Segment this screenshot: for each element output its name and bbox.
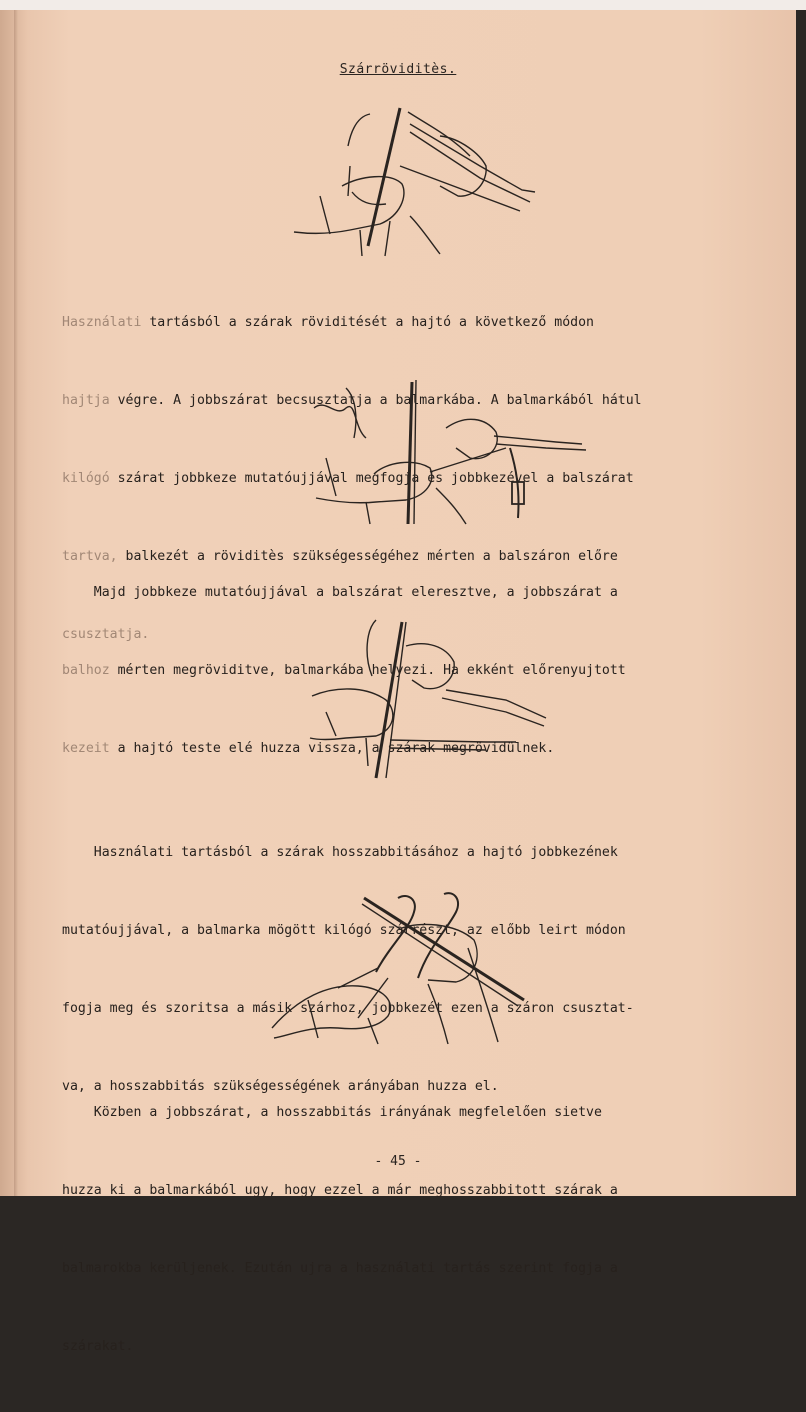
faded-text: balhoz bbox=[62, 663, 110, 678]
document-page bbox=[0, 10, 796, 1354]
scan-top-edge bbox=[0, 0, 806, 10]
faded-text: kezeit bbox=[62, 741, 110, 756]
line-text: va, a hosszabbitás szükségességének arányában huzza el. bbox=[62, 1079, 499, 1094]
faded-text: Használati bbox=[62, 315, 142, 330]
illustration-hands-reins-1 bbox=[290, 106, 545, 258]
text-line bbox=[62, 1100, 732, 1126]
page-number: - 45 - bbox=[374, 1154, 422, 1169]
text-line bbox=[62, 310, 732, 336]
line-text: huzza ki a balmarkából ugy, hogy ezzel a már meghosszabbitott szárak a bbox=[62, 1183, 618, 1198]
page-fold-shadow bbox=[14, 10, 18, 1196]
text-line bbox=[62, 840, 732, 866]
line-text: balmarokba kerüljenek. Ezután ujra a használati tartás szerint fogja a bbox=[62, 1261, 618, 1276]
line-text: Majd jobbkeze mutatóujjával a balszárat eleresztve, a jobbszárat a bbox=[62, 585, 618, 600]
text-line bbox=[62, 1256, 732, 1282]
faded-text: tartva, bbox=[62, 549, 118, 564]
faded-text: hajtja bbox=[62, 393, 110, 408]
line-text: mutatóujjával, a balmarka mögött kilógó szárrészt, az előbb leirt módon bbox=[62, 923, 626, 938]
faded-text: csusztatja. bbox=[62, 627, 150, 642]
paragraph-4 bbox=[62, 1048, 732, 1412]
line-text: tartásból a szárak röviditését a hajtó a következő módon bbox=[141, 315, 594, 330]
line-text: mérten megröviditve, balmarkába helyezi. Ha ekként előrenyujtott bbox=[109, 663, 626, 678]
line-text: szárat jobbkeze mutatóujjával megfogja és jobbkezével a balszárat bbox=[109, 471, 634, 486]
faded-text: kilógó bbox=[62, 471, 110, 486]
line-text: a hajtó teste elé huzza vissza, a szárak megrövidülnek. bbox=[109, 741, 555, 756]
line-text: Használati tartásból a szárak hosszabbitásához a hajtó jobbkezének bbox=[62, 845, 618, 860]
illustration-hands-reins-4 bbox=[268, 888, 530, 1048]
text-line bbox=[62, 1334, 732, 1360]
line-text: fogja meg és szoritsa a másik szárhoz, jobbkezét ezen a száron csusztat- bbox=[62, 1001, 634, 1016]
line-text: Közben a jobbszárat, a hosszabbitás irányának megfelelően sietve bbox=[62, 1105, 602, 1120]
line-text: balkezét a röviditès szükségességéhez mérten a balszáron előre bbox=[117, 549, 618, 564]
line-text: szárakat. bbox=[62, 1339, 134, 1354]
text-line bbox=[62, 1178, 732, 1204]
line-text: végre. A jobbszárat becsusztatja a balmarkába. A balmarkából hátul bbox=[109, 393, 642, 408]
illustration-hands-reins-2 bbox=[306, 378, 588, 528]
illustration-hands-reins-3 bbox=[306, 616, 552, 782]
page-title: Szárröviditès. bbox=[339, 62, 457, 77]
text-line bbox=[62, 580, 732, 606]
